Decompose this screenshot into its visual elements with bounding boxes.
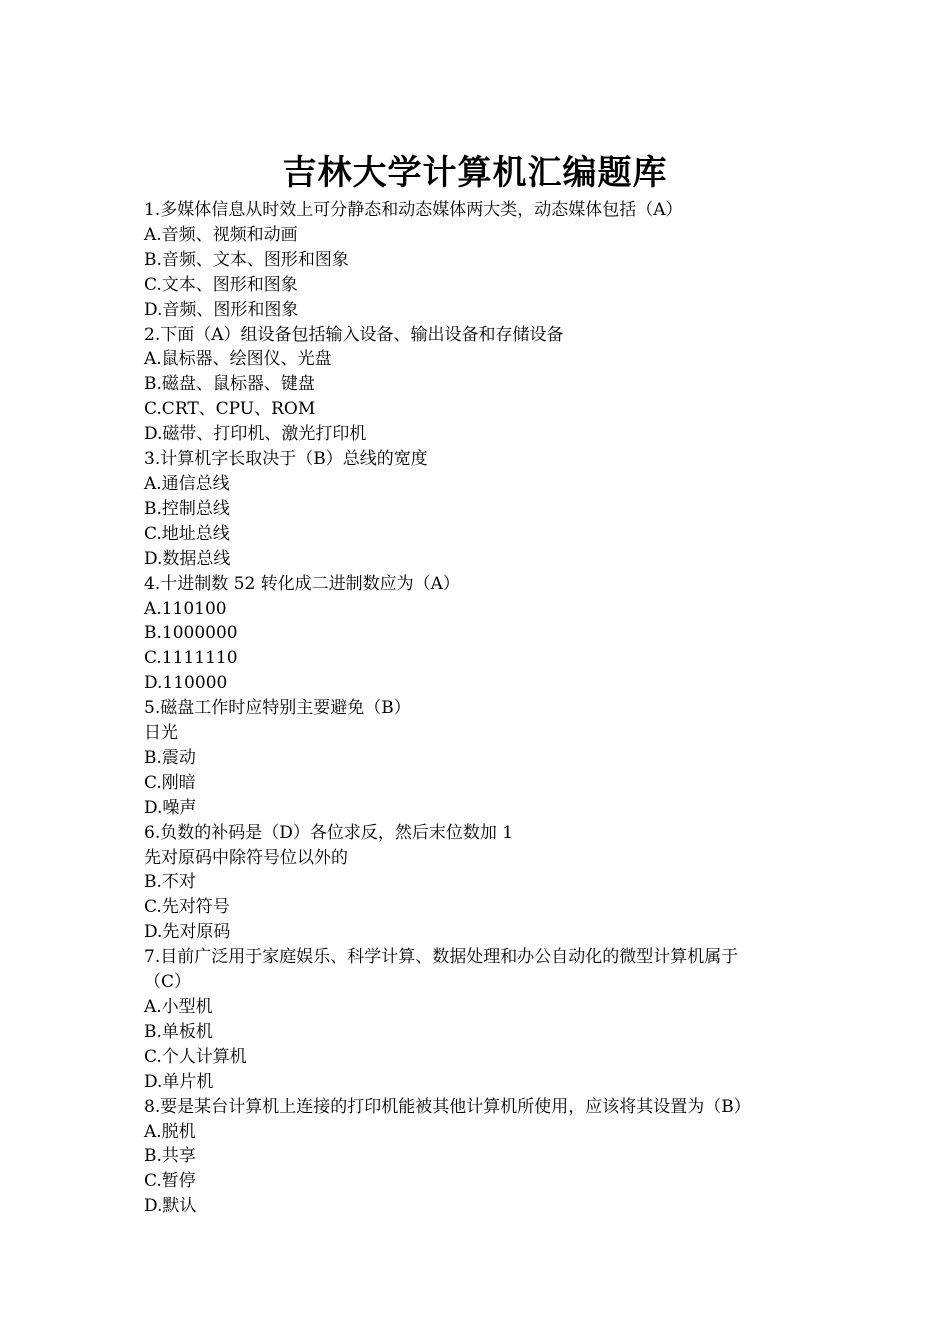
option-line: A.110100 (144, 598, 227, 619)
option-line: C.地址总线 (144, 523, 230, 544)
option-line: D.音频、图形和图象 (144, 299, 299, 320)
question-1: 1.多媒体信息从时效上可分静态和动态媒体两大类，动态媒体包括（A） (144, 200, 683, 220)
question-7: 7.目前广泛用于家庭娱乐、科学计算、数据处理和办公自动化的微型计算机属于 (144, 947, 739, 968)
option-line: A.小型机 (144, 997, 213, 1017)
option-line: B.单板机 (144, 1021, 213, 1042)
option-line: C.先对符号 (144, 897, 230, 918)
option-line: C.CRT、CPU、ROM (144, 399, 316, 420)
option-line: A.通信总线 (144, 473, 230, 494)
question-5: 5.磁盘工作时应特别主要避免（B） (144, 698, 411, 719)
option-line: 日光 (144, 723, 178, 744)
option-line: C.1111110 (144, 648, 238, 669)
question-6: 6.负数的补码是（D）各位求反，然后末位数加 1 (144, 822, 514, 843)
option-line: D.单片机 (144, 1071, 214, 1092)
option-line: D.默认 (144, 1196, 197, 1217)
option-line: B.不对 (144, 872, 196, 893)
option-line: C.个人计算机 (144, 1046, 247, 1067)
option-line: C.刚暗 (144, 772, 196, 793)
option-line: D.磁带、打印机、激光打印机 (144, 424, 367, 445)
question-7-continued: （C） (144, 972, 192, 993)
option-line: B.1000000 (144, 623, 238, 644)
option-line: B.震动 (144, 747, 196, 768)
option-line: A.音频、视频和动画 (144, 224, 298, 245)
option-line: B.音频、文本、图形和图象 (144, 249, 349, 270)
option-line: B.控制总线 (144, 498, 230, 519)
question-list (144, 198, 812, 1219)
document-title: 吉林大学计算机汇编题库 (282, 153, 668, 193)
question-4: 4.十进制数 52 转化成二进制数应为（A） (144, 573, 460, 594)
question-3: 3.计算机字长取决于（B）总线的宽度 (144, 449, 428, 470)
option-line: A.鼠标器、绘图仪、光盘 (144, 349, 332, 370)
option-line: A.脱机 (144, 1121, 196, 1142)
option-line: B.磁盘、鼠标器、键盘 (144, 374, 315, 395)
question-2: 2.下面（A）组设备包括输入设备、输出设备和存储设备 (144, 324, 564, 345)
option-line: B.共享 (144, 1146, 196, 1167)
option-line: D.先对原码 (144, 922, 231, 943)
question-8: 8.要是某台计算机上连接的打印机能被其他计算机所使用，应该将其设置为（B） (144, 1096, 751, 1117)
option-line: D.数据总线 (144, 548, 231, 569)
option-line: C.文本、图形和图象 (144, 274, 298, 295)
option-line: D.110000 (144, 673, 228, 694)
option-line: C.暂停 (144, 1171, 196, 1192)
option-line: 先对原码中除符号位以外的 (144, 847, 348, 868)
option-line: D.噪声 (144, 797, 197, 818)
